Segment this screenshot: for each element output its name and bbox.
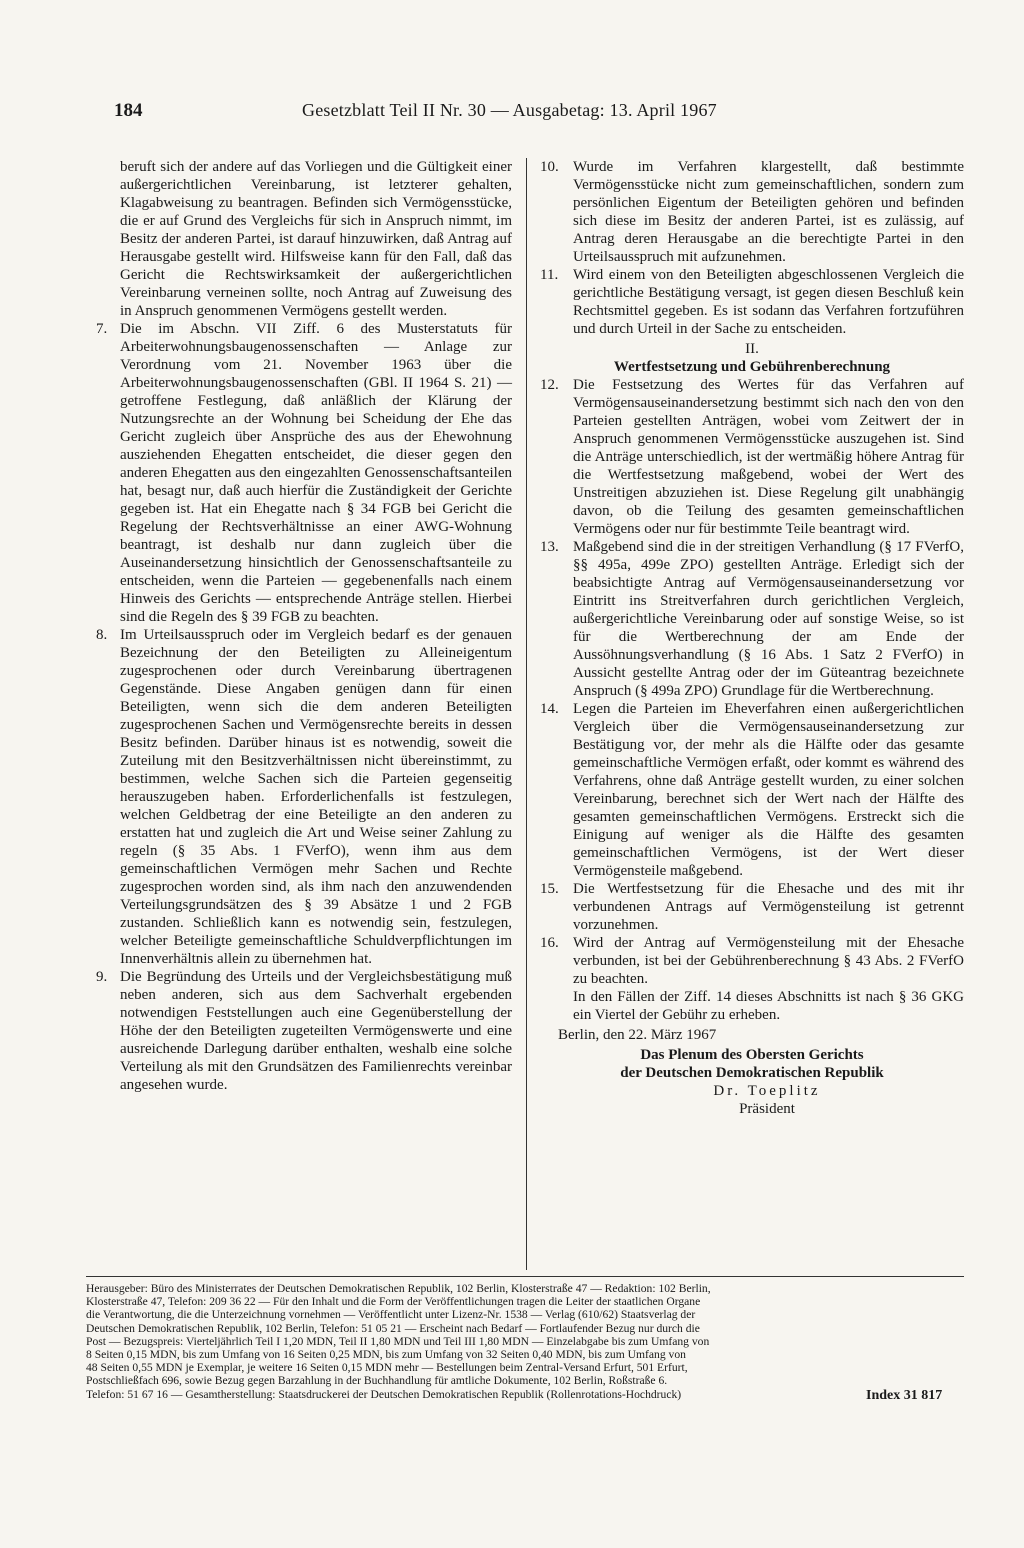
item-number: 8. [96, 627, 108, 643]
item-number: 11. [540, 267, 559, 283]
court-line-2: der Deutschen Demokratischen Republik [620, 1065, 884, 1081]
numbered-item [96, 626, 512, 968]
signer-name: Dr. Toeplitz [713, 1083, 821, 1099]
item-text: Wurde im Verfahren klargestellt, daß bestimmte Vermögensstücke nicht zum gemeinschaftlichen, sondern zum persönlichen Eigentum der Beteiligten gehören und befinden sich diese im Besitz der anderen Partei, ist es zulässig, auf Antrag deren Herausgabe an die berechtigte Partei in den Urteilsausspruch mit aufzunehmen. [573, 159, 964, 265]
imprint-line: Post — Bezugspreis: Vierteljährlich Teil I 1,20 MDN, Teil II 1,80 MDN und Teil III 1,80 MDN — Einzelabgabe bis zum Umfang von [86, 1334, 710, 1348]
court-line-1: Das Plenum des Obersten Gerichts [640, 1047, 864, 1063]
item-text: Im Urteilsausspruch oder im Vergleich bedarf es der genauen Bezeichnung der den Beteiligten zu Alleineigentum zugesprochenen oder durch Vereinbarung übertragenen Gegenstände. Diese Angaben genügen dann für einen Beteiligten, wenn sich die dem anderen Beteiligten zugesprochenen Sachen und Vermögensrechte bereits in dessen Besitz befinden. Darüber hinaus ist es notwendig, soweit die Zuteilung mit den Besitzverhältnissen nicht übereinstimmt, zu bestimmen, welche Sachen sich die Parteien gegenseitig herauszugeben haben. Erforderlichenfalls ist festzulegen, welchen Geldbetrag der eine Beteiligte an den anderen zu erstatten hat und zugleich die Art und Weise seiner Zahlung zu regeln (§ 35 Abs. 1 FVerfO), wenn ihm aus dem gemeinschaftlichen Vermögen mehr Sachen und Rechte zugesprochen worden sind, als ihm nach den anzuwendenden Verteilungsgrundsätzen des § 39 Absätze 1 und 2 FGB zustanden. Schließlich kann es notwendig sein, festzulegen, welcher Beteiligte gemeinschaftliche Schuldverpflichtungen im Innenverhältnis allein zu übernehmen hat. [120, 627, 512, 967]
numbered-item [540, 880, 964, 934]
item-text: Wird einem von den Beteiligten abgeschlossenen Vergleich die gerichtliche Bestätigung versagt, ist gegen diesen Beschluß kein Rechtsmittel gegeben. Es ist sodann das Verfahren fortzuführen und durch Urteil in der Sache zu entscheiden. [573, 267, 964, 337]
footer-rule [86, 1276, 964, 1277]
numbered-item [540, 158, 964, 266]
numbered-item [540, 376, 964, 538]
numbered-item [540, 538, 964, 700]
page-header [114, 100, 964, 128]
item-number: 12. [540, 377, 559, 393]
imprint-line: die Verantwortung, die die Unterzeichnung vornehmen — Veröffentlicht unter Lizenz-Nr. 1538 — Verlag (610/62) Staatsverlag der [86, 1308, 696, 1322]
right-column [540, 158, 964, 1118]
intro-paragraph: beruft sich der andere auf das Vorliegen und die Gültigkeit einer außergerichtlichen Vereinbarung, ist letzterer gehalten, Klagabweisung zu beantragen. Befinden sich Vermögensstücke, die er auf Grund des Vergleichs für sich in Anspruch nimmt, im Besitz der anderen Partei, ist darauf hinzuwirken, daß Antrag auf Herausgabe gestellt wird. Hilfsweise kann für den Fall, daß das Gericht die Rechtswirksamkeit der außergerichtlichen Vereinbarung verneinen sollte, noch Antrag auf Zuweisung des in Anspruch genommenen Vermögens gestellt werden. [120, 159, 512, 319]
right-items-a [540, 158, 964, 338]
left-column [96, 158, 512, 1094]
imprint-line: 8 Seiten 0,15 MDN, bis zum Umfang von 16 Seiten 0,25 MDN, bis zum Umfang von 32 Seiten 0,40 MDN, bis zum Umfang von [86, 1348, 686, 1362]
imprint-line: Telefon: 51 67 16 — Gesamtherstellung: Staatsdruckerei der Deutschen Demokratischen Republik (Rollenrotations-Hochdruck) [86, 1387, 682, 1401]
gazette-title: Gesetzblatt Teil II Nr. 30 — Ausgabetag: 13. April 1967 [302, 100, 717, 120]
item-number: 10. [540, 159, 559, 175]
item-text: Die Wertfestsetzung für die Ehesache und des mit ihr verbundenen Antrags auf Vermögensteilung ist getrennt vorzunehmen. [573, 881, 964, 933]
numbered-item [540, 934, 964, 988]
numbered-item [540, 266, 964, 338]
right-items-b [540, 376, 964, 988]
index-number: Index 31 817 [866, 1388, 943, 1403]
item-text: Die im Abschn. VII Ziff. 6 des Musterstatuts für Arbeiterwohnungsbaugenossenschaften — Anlage zur Verordnung vom 21. November 1963 über die Arbeiterwohnungsbaugenossenschaften (GBl. II 1964 S. 21) — getroffene Festlegung, daß anläßlich der Klärung der Nutzungsrechte an der Wohnung bei Scheidung der Ehe das Gericht zugleich über Ansprüche des aus der Ehewohnung ausziehenden Ehegatten entscheidet, die dieser gegen den anderen Ehegatten aus den eingezahlten Genossenschaftsanteilen hat, besagt nur, daß auch hierfür die Zuständigkeit der Gerichte gegeben ist. Hat ein Ehegatte nach § 34 FGB bei Gericht die Regelung der Rechtsverhältnisse an einer AWG-Wohnung beantragt, ist deshalb nur dann zugleich über die Auseinandersetzung hinsichtlich der Genossenschaftsanteile zu entscheiden, wenn die Parteien — gegebenenfalls nach einem Hinweis des Gerichts — entsprechende Anträge stellen. Hierbei sind die Regeln des § 39 FGB zu beachten. [120, 321, 512, 625]
item-number: 13. [540, 539, 559, 555]
item-text: Die Festsetzung des Wertes für das Verfahren auf Vermögensauseinandersetzung bestimmt sich nach den von den Parteien gestellten Anträgen, wobei vom Zeitwert der in Anspruch genommenen Vermögensstücke auszugehen ist. Sind die Anträge unterschiedlich, ist der wertmäßig höhere Antrag für die Wertfestsetzung maßgebend, wobei der Wert des Unstreitigen abzuziehen ist. Diese Regelung gilt unabhängig davon, ob die Teilung des gesamten gemeinschaftlichen Vermögens oder nur für bestimmte Teile beantragt wird. [573, 377, 964, 537]
imprint-line: 48 Seiten 0,55 MDN je Exemplar, je weitere 16 Seiten 0,15 MDN mehr — Bestellungen beim Zentral-Versand Erfurt, 501 Erfurt, [86, 1361, 688, 1375]
place-date: Berlin, den 22. März 1967 [558, 1027, 717, 1043]
left-items [96, 320, 512, 1094]
item-number: 15. [540, 881, 559, 897]
item-text: Maßgebend sind die in der streitigen Verhandlung (§ 17 FVerfO, §§ 495a, 499e ZPO) gestellten Anträge. Erledigt sich der beabsichtigte Antrag auf Vermögensauseinandersetzung vor Eintritt ins Streitverfahren durch gerichtlichen Vergleich, außergerichtliche Vereinbarung oder auf sonstige Weise, so ist für die Wertberechnung der am Ende der Aussöhnungsverhandlung (§ 16 Abs. 1 Satz 2 FVerfO) in Aussicht gestellte Antrag oder der im Güteantrag bezeichnete Anspruch (§ 499a ZPO) Grundlage für die Wertberechnung. [573, 539, 964, 699]
item-number: 14. [540, 701, 559, 717]
imprint-line: Klosterstraße 47, Telefon: 209 36 22 — Für den Inhalt und die Form der Veröffentlichungen tragen die Leiter der staatlichen Organe [86, 1295, 701, 1309]
item-text: Wird der Antrag auf Vermögensteilung mit der Ehesache verbunden, ist bei der Gebührenberechnung § 43 Abs. 2 FVerfO zu beachten. [573, 935, 964, 987]
page-number: 184 [114, 100, 143, 121]
item-number: 16. [540, 935, 559, 951]
numbered-item [96, 968, 512, 1094]
section-number: II. [745, 341, 759, 357]
section-title: Wertfestsetzung und Gebührenberechnung [613, 359, 891, 375]
item-number: 7. [96, 321, 108, 337]
item-text: Legen die Parteien im Eheverfahren einen außergerichtlichen Vergleich über die Vermögensauseinandersetzung zur Bestätigung vor, der mehr als die Hälfte oder das gesamte gemeinschaftliche Vermögen erfaßt, oder kommt es während des Verfahrens, ohne daß Anträge gestellt wurden, zu einer solchen Vereinbarung, berechnet sich der Wert nach der Hälfte des gesamten gemeinschaftlichen Vermögens. Erstreckt sich die Einigung auf weniger als die Hälfte des gesamten gemeinschaftlichen Vermögens, ist der Wert dieser Vermögensteile maßgebend. [573, 701, 964, 879]
closing-paragraph: In den Fällen der Ziff. 14 dieses Abschnitts ist nach § 36 GKG ein Viertel der Gebühr zu erheben. [573, 989, 964, 1023]
column-divider [526, 158, 527, 1270]
signer-title: Präsident [739, 1101, 795, 1117]
imprint-line: Postschließfach 696, sowie Bezug gegen Barzahlung in der Buchhandlung für amtliche Dokumente, 102 Berlin, Roßstraße 6. [86, 1374, 668, 1388]
numbered-item [540, 700, 964, 880]
item-text: Die Begründung des Urteils und der Vergleichsbestätigung muß neben anderen, sich aus dem Sachverhalt ergebenden notwendigen Feststellungen auch eine Gegenüberstellung der Höhe der den Beteiligten zugeteilten Vermögenswerte und eine ausreichende Darlegung darüber enthalten, weshalb eine solche Verteilung als mit den Grundsätzen des Familienrechts vereinbar angesehen wurde. [120, 969, 512, 1093]
imprint [86, 1282, 964, 1401]
numbered-item [96, 320, 512, 626]
imprint-line: Deutschen Demokratischen Republik, 102 Berlin, Telefon: 51 05 21 — Erscheint nach Bedarf — Fortlaufender Bezug nur durch die [86, 1321, 700, 1335]
imprint-line: Herausgeber: Büro des Ministerrates der Deutschen Demokratischen Republik, 102 Berlin, Klosterstraße 47 — Redaktion: 102 Berlin, [86, 1282, 711, 1295]
item-number: 9. [96, 969, 108, 985]
